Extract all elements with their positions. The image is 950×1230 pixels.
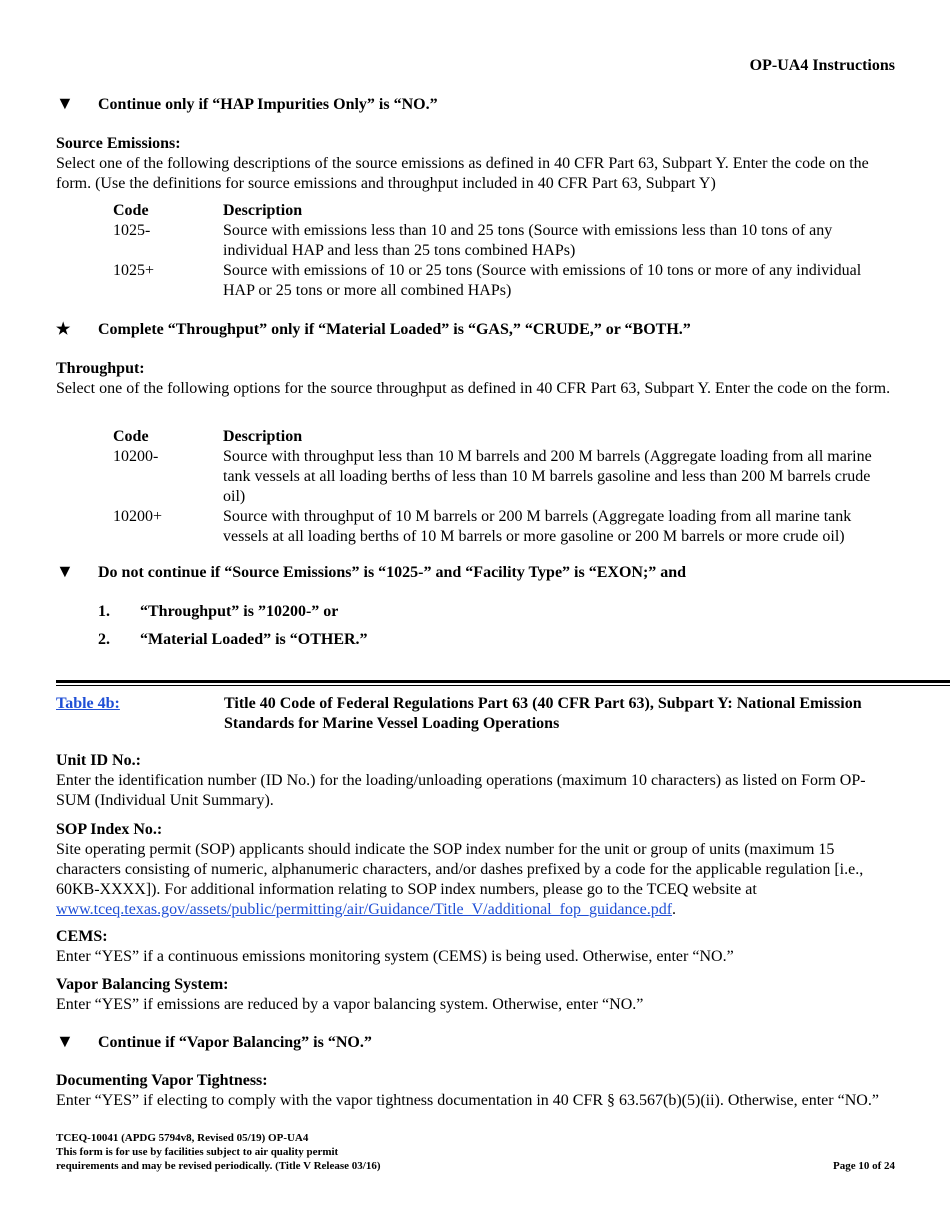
list-number: 1. [98,603,110,620]
table-row [113,261,895,301]
description-cell: Source with emissions less than 10 and 25 tons (Source with emissions less than 10 tons of any individual HAP and less than 25 tons combined HAPs) [223,222,833,259]
section-body: Enter “YES” if emissions are reduced by a vapor balancing system. Otherwise, enter “NO.” [56,996,644,1013]
down-triangle-icon: ▼ [56,93,74,113]
table-4b-link[interactable]: Table 4b: [56,695,120,712]
description-cell: Source with emissions of 10 or 25 tons (Source with emissions of 10 tons or more of any individual HAP or 25 tons or more all combined HAPs) [223,262,862,299]
page-header-title: OP-UA4 Instructions [749,57,895,74]
description-cell: Source with throughput less than 10 M barrels and 200 M barrels (Aggregate loading from all marine tank vessels at all loading berths of less than 10 M barrels gasoline and less than 200 M barrels crude oil) [223,448,872,505]
section-body: Enter “YES” if electing to comply with the vapor tightness documentation in 40 CFR § 63.567(b)(5)(ii). Otherwise, enter “NO.” [56,1092,879,1109]
code-cell: 1025+ [113,262,155,279]
sop-index-section [56,820,895,920]
list-text: “Throughput” is ”10200-” or [140,603,339,620]
instruction-continue-vapor [56,1033,372,1053]
code-column-header: Code [113,428,149,445]
list-number: 2. [98,631,110,648]
section-body [56,840,895,920]
body-text-end: . [672,901,677,918]
page-number: Page 10 of 24 [832,1160,895,1172]
source-emissions-code-table [113,201,895,301]
unit-id-section [56,751,895,811]
body-text: Site operating permit (SOP) applicants should indicate the SOP index number for the unit or group of units (maximum 15 characters consisting of numeric, alphanumeric characters, and/or dashes prefixed by a code for the applicable regulation [i.e., 60KB-XXXX]). For additional information relating to SOP index numbers, please go to the TCEQ website at [56,841,864,898]
code-cell: 1025- [113,222,151,239]
list-text: “Material Loaded” is “OTHER.” [140,631,368,648]
footer-line: TCEQ-10041 (APDG 5794v8, Revised 05/19) OP-UA4 [56,1132,309,1144]
document-page [56,0,895,1230]
footer-form-info [56,1131,380,1173]
section-body: Select one of the following descriptions of the source emissions as defined in 40 CFR Part 63, Subpart Y. Enter the code on the form. (Use the definitions for source emissions and throughput included in 40 CFR Part 63, Subpart Y) [56,155,869,192]
section-heading: SOP Index No.: [56,821,163,838]
footer-line: requirements and may be revised periodically. (Title V Release 03/16) [56,1160,381,1172]
source-emissions-section [56,134,895,194]
down-triangle-icon: ▼ [56,1031,74,1051]
cems-section [56,927,895,967]
vapor-balancing-section [56,975,895,1015]
table-row [113,221,895,261]
throughput-code-table [113,427,895,547]
code-column-header: Code [113,202,149,219]
section-heading: CEMS: [56,928,108,945]
list-item [98,602,338,622]
description-column-header: Description [223,428,303,445]
section-heading: Vapor Balancing System: [56,976,229,993]
guidance-link[interactable]: www.tceq.texas.gov/assets/public/permitting/air/Guidance/Title_V/additional_fop_guidance.pdf [56,901,673,918]
down-triangle-icon: ▼ [56,561,74,581]
instruction-complete-throughput [56,320,691,340]
table-row [113,447,895,507]
code-cell: 10200+ [113,508,163,525]
description-column-header: Description [223,202,303,219]
throughput-section [56,359,895,399]
section-divider [56,685,950,686]
section-body: Enter the identification number (ID No.) for the loading/unloading operations (maximum 10 characters) as listed on Form OP-SUM (Individual Unit Summary). [56,772,866,809]
instruction-continue-hap [56,95,438,115]
instruction-text: Complete “Throughput” only if “Material Loaded” is “GAS,” “CRUDE,” or “BOTH.” [98,321,691,338]
table-row [113,507,895,547]
section-body: Select one of the following options for the source throughput as defined in 40 CFR Part 63, Subpart Y. Enter the code on the form. [56,380,891,397]
star-icon: ★ [56,321,71,338]
instruction-text: Continue if “Vapor Balancing” is “NO.” [98,1034,372,1051]
footer-line: This form is for use by facilities subject to air quality permit [56,1146,339,1158]
list-item [98,630,368,650]
section-body: Enter “YES” if a continuous emissions monitoring system (CEMS) is being used. Otherwise, enter “NO.” [56,948,734,965]
section-divider [56,680,950,683]
section-heading: Source Emissions: [56,135,181,152]
description-cell: Source with throughput of 10 M barrels or 200 M barrels (Aggregate loading from all marine tank vessels at all loading berths of 10 M barrels or more gasoline or 200 M barrels or more crude oil) [223,508,852,545]
table-title: Title 40 Code of Federal Regulations Part 63 (40 CFR Part 63), Subpart Y: National Emission Standards for Marine Vessel Loading Operations [224,695,862,732]
instruction-do-not-continue [56,563,686,583]
instruction-text: Continue only if “HAP Impurities Only” is “NO.” [98,96,438,113]
section-heading: Unit ID No.: [56,752,141,769]
section-heading: Documenting Vapor Tightness: [56,1072,268,1089]
instruction-text: Do not continue if “Source Emissions” is “1025-” and “Facility Type” is “EXON;” and [98,564,687,581]
section-heading: Throughput: [56,360,145,377]
vapor-tightness-section [56,1071,895,1111]
code-cell: 10200- [113,448,159,465]
